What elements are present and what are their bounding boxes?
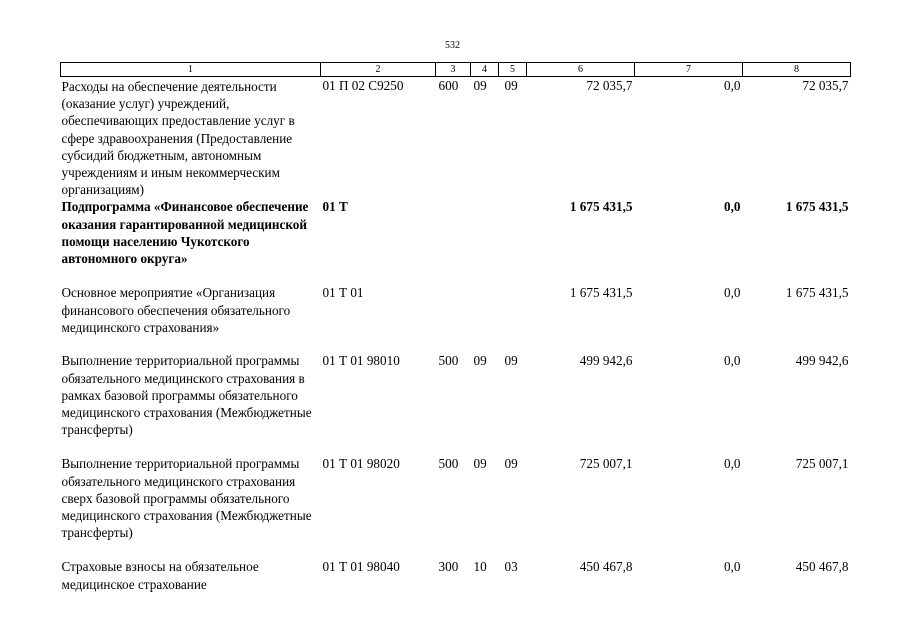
row-amount-col7: 0,0 — [724, 456, 741, 472]
row-expense-type: 600 — [438, 78, 459, 93]
table-row — [61, 77, 851, 199]
row-subsection: 09 — [504, 353, 518, 369]
row-subsection — [499, 198, 527, 284]
row-subsection: 03 — [504, 559, 518, 575]
row-expense-type — [436, 198, 471, 284]
row-expense-type — [436, 284, 471, 352]
row-section — [471, 198, 499, 284]
row-amount-col8: 725 007,1 — [795, 456, 849, 472]
row-code: 01 Т 01 98040 — [322, 559, 400, 575]
row-expense-type: 300 — [438, 559, 459, 575]
column-number-header-row — [61, 63, 851, 77]
row-amount-col7: 0,0 — [724, 285, 741, 301]
column-header-5: 5 — [499, 63, 527, 77]
row-expense-type: 500 — [438, 353, 459, 369]
budget-table — [60, 62, 851, 596]
column-header-3: 3 — [436, 63, 471, 77]
row-amount-col8: 450 467,8 — [795, 559, 849, 575]
row-subsection: 09 — [504, 456, 518, 472]
column-header-2: 2 — [321, 63, 436, 77]
row-amount-col7: 0,0 — [724, 353, 741, 369]
table-row — [61, 352, 851, 455]
row-amount-col8: 1 675 431,5 — [785, 199, 849, 215]
row-amount-col6: 450 467,8 — [579, 559, 633, 575]
row-code: 01 Т 01 98020 — [322, 456, 400, 472]
row-name: Расходы на обеспечение деятельности (оказание услуг) учреждений, обеспечивающих предоставление услуг в сфере здравоохранения (Предоставление субсидий бюджетным, автономным учреждениям и иным некоммерческим организациям) — [61, 79, 295, 198]
row-name: Выполнение территориальной программы обязательного медицинского страхования в рамках базовой программы обязательного медицинского страхования (Межбюджетные трансферты) — [61, 353, 312, 438]
row-amount-col8: 1 675 431,5 — [785, 285, 849, 301]
row-amount-col8: 72 035,7 — [802, 78, 849, 93]
column-header-4: 4 — [471, 63, 499, 77]
table-row — [61, 455, 851, 558]
row-name: Подпрограмма «Финансовое обеспечение оказания гарантированной медицинской помощи населению Чукотского автономного округа» — [61, 199, 309, 267]
row-code: 01 Т — [322, 199, 348, 215]
row-code: 01 Т 01 98010 — [322, 353, 400, 369]
row-section: 10 — [473, 559, 487, 575]
row-subsection: 09 — [504, 78, 518, 93]
row-section: 09 — [473, 353, 487, 369]
row-amount-col7: 0,0 — [724, 78, 741, 93]
row-amount-col6: 72 035,7 — [586, 78, 633, 93]
page-number: 532 — [445, 40, 460, 51]
row-amount-col7: 0,0 — [724, 199, 741, 215]
row-section: 09 — [473, 456, 487, 472]
column-header-1: 1 — [61, 63, 321, 77]
row-amount-col6: 1 675 431,5 — [569, 285, 633, 301]
row-amount-col6: 725 007,1 — [579, 456, 633, 472]
column-header-8: 8 — [743, 63, 851, 77]
table-row — [61, 558, 851, 596]
row-amount-col7: 0,0 — [724, 559, 741, 575]
row-name: Выполнение территориальной программы обязательного медицинского страхования сверх базовой программы обязательного медицинского страхования (Межбюджетные трансферты) — [61, 456, 312, 541]
row-name: Страховые взносы на обязательное медицинское страхование — [61, 559, 259, 592]
row-code: 01 Т 01 — [322, 285, 364, 301]
row-amount-col8: 499 942,6 — [795, 353, 849, 369]
column-header-7: 7 — [635, 63, 743, 77]
table-row — [61, 198, 851, 284]
row-amount-col6: 1 675 431,5 — [569, 199, 633, 215]
column-header-6: 6 — [527, 63, 635, 77]
row-amount-col6: 499 942,6 — [579, 353, 633, 369]
table-row — [61, 284, 851, 352]
row-subsection — [499, 284, 527, 352]
row-section — [471, 284, 499, 352]
row-expense-type: 500 — [438, 456, 459, 472]
row-name: Основное мероприятие «Организация финансового обеспечения обязательного медицинского страхования» — [61, 285, 291, 335]
row-code: 01 П 02 С9250 — [322, 78, 404, 93]
row-section: 09 — [473, 78, 487, 93]
